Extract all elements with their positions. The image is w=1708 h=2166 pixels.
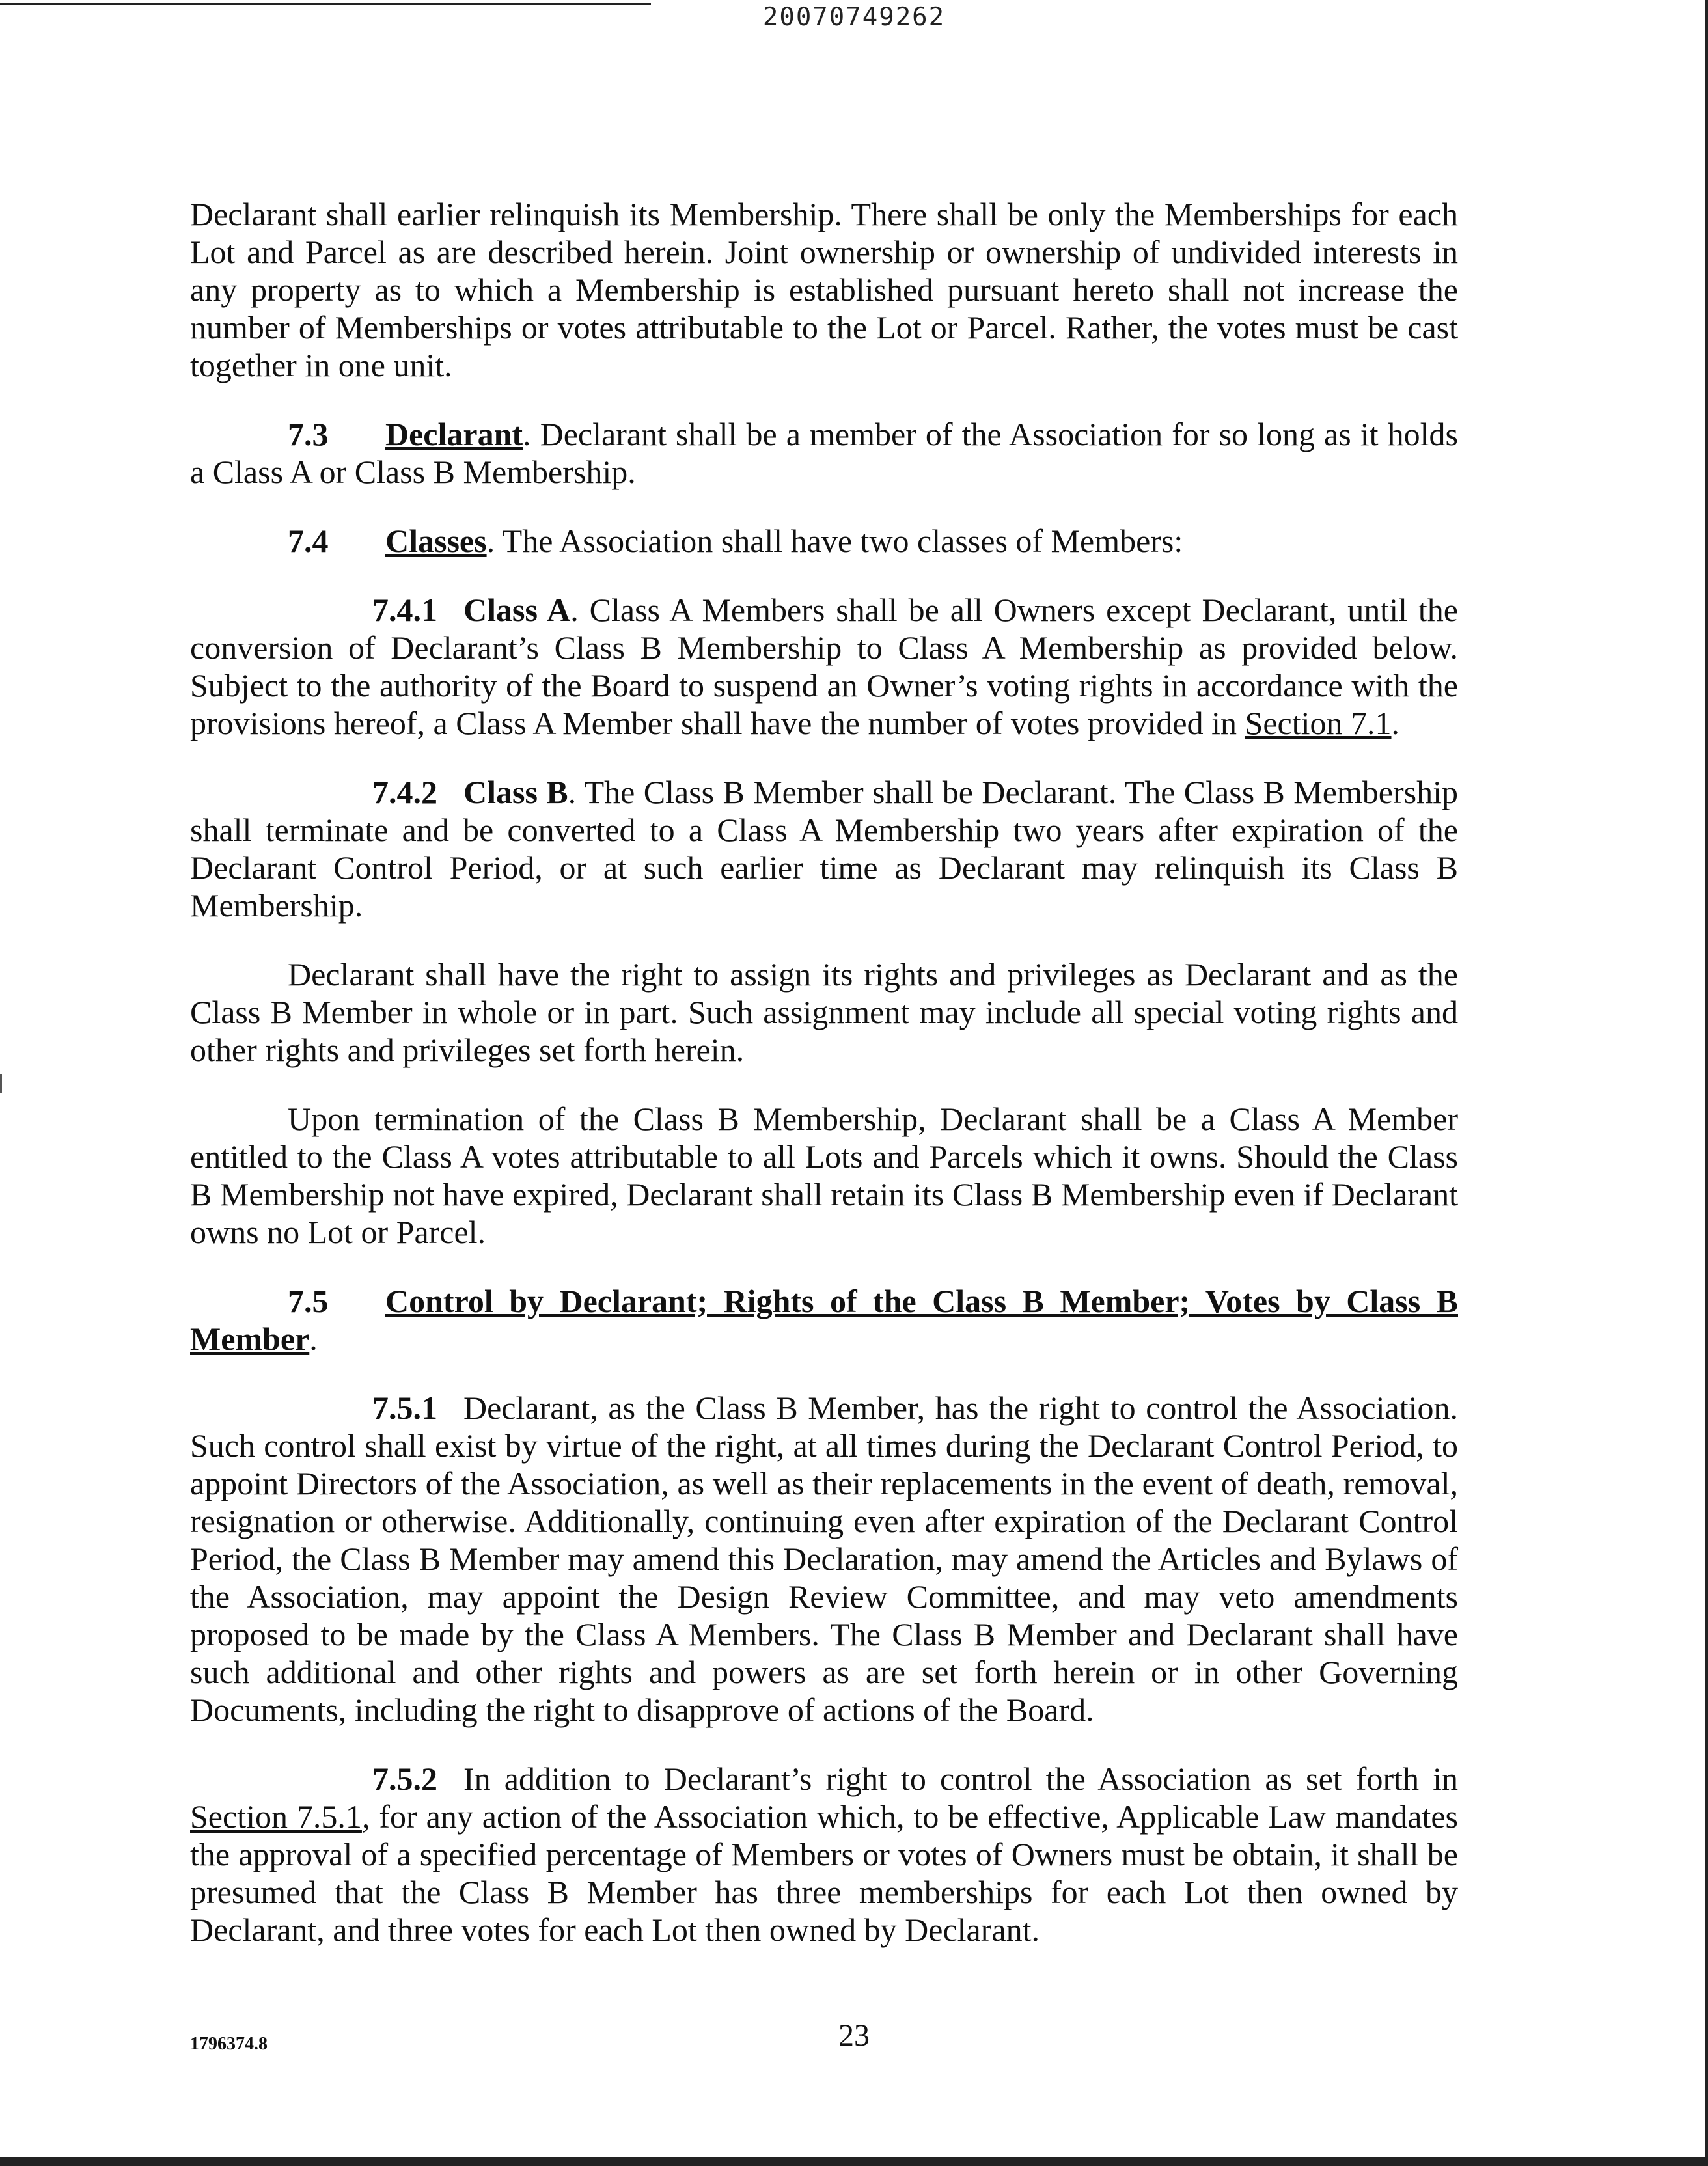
section-text: Declarant, as the Class B Member, has the right to control the Association. Such control shall exist by virtue of the right, at all times during the Declarant Control Period, to appoint Directors of the Association, as well as their replacements in the event of death, removal, resignation or otherwise. Additionally, continuing even after expiration of the Declarant Control Period, the Class B Member may amend this Declaration, may amend the Articles and Bylaws of the Association, may appoint the Design Review Committee, and may veto amendments proposed to be made by the Class A Members. The Class B Member and Declarant shall have such additional and other rights and powers as are set forth herein or in other Governing Documents, including the right to disapprove of actions of the Board. — [190, 1390, 1458, 1728]
termination-paragraph — [190, 1100, 1458, 1251]
document-body — [190, 195, 1458, 1980]
section-cross-reference[interactable]: Section 7.5.1 — [190, 1798, 362, 1835]
section-text: In addition to Declarant’s right to control the Association as set forth in — [463, 1761, 1458, 1797]
paragraph-text: Declarant shall earlier relinquish its Membership. There shall be only the Memberships for each Lot and Parcel as are described herein. Joint ownership or ownership of undivided interests in any property as to which a Membership is established pursuant hereto shall not increase the number of Memberships or votes attributable to the Lot or Parcel. Rather, the votes must be cast together in one unit. — [190, 196, 1458, 383]
section-heading: Declarant — [385, 416, 523, 452]
section-number: 7.5 — [288, 1283, 329, 1319]
section-heading-end: . — [309, 1321, 318, 1357]
section-7-4-2 — [190, 773, 1458, 924]
section-7-5-2 — [190, 1760, 1458, 1949]
section-heading: Class A — [463, 592, 571, 628]
section-text: . Declarant shall be a member of the Association for so long as it holds a Class A or Class B Membership. — [190, 416, 1458, 490]
section-7-3 — [190, 415, 1458, 491]
page-number: 23 — [838, 2018, 870, 2053]
continuation-paragraph — [190, 195, 1458, 384]
section-7-5-1 — [190, 1389, 1458, 1729]
paragraph-text: Upon termination of the Class B Membership, Declarant shall be a Class A Member entitled to the Class A votes attributable to all Lots and Parcels which it owns. Should the Class B Membership not have expired, Declarant shall retain its Class B Membership even if Declarant owns no Lot or Parcel. — [190, 1101, 1458, 1250]
assignment-paragraph — [190, 955, 1458, 1069]
section-heading: Classes — [385, 523, 487, 559]
section-text-end: . — [1391, 705, 1399, 741]
section-number: 7.5.1 — [372, 1390, 437, 1426]
section-number: 7.4.1 — [372, 592, 437, 628]
section-heading: Control by Declarant; Rights of the Class B Member; Votes by Class B Member — [190, 1283, 1458, 1357]
document-id-number: 1796374.8 — [190, 2034, 268, 2054]
section-7-4 — [190, 522, 1458, 560]
bottom-border-rule — [0, 2157, 1708, 2166]
section-cross-reference[interactable]: Section 7.1 — [1245, 705, 1392, 741]
scan-margin-mark — [0, 1074, 2, 1093]
section-text: . The Class B Member shall be Declarant. The Class B Membership shall terminate and be converted to a Class A Membership two years after expiration of the Declarant Control Period, or at such earlier time as Declarant may relinquish its Class B Membership. — [190, 774, 1458, 924]
section-text: . The Association shall have two classes of Members: — [486, 523, 1183, 559]
section-7-5 — [190, 1282, 1458, 1358]
paragraph-text: Declarant shall have the right to assign its rights and privileges as Declarant and as the Class B Member in whole or in part. Such assignment may include all special voting rights and other rights and privileges set forth herein. — [190, 956, 1458, 1068]
section-number: 7.5.2 — [372, 1761, 437, 1797]
section-text: . Class A Members shall be all Owners except Declarant, until the conversion of Declarant’s Class B Membership to Class A Membership as provided below. Subject to the authority of the Board to suspend an Owner’s voting rights in accordance with the provisions hereof, a Class A Member shall have the number of votes provided in — [190, 592, 1459, 741]
section-7-4-1 — [190, 591, 1458, 742]
section-text-end: , for any action of the Association which, to be effective, Applicable Law mandates the approval of a specified percentage of Members or votes of Owners must be obtain, it shall be presumed that the Class B Member has three memberships for each Lot then owned by Declarant, and three votes for each Lot then owned by Declarant. — [190, 1798, 1458, 1948]
section-number: 7.4 — [288, 523, 329, 559]
recording-number: 20070749262 — [762, 3, 946, 32]
right-border-rule — [1705, 0, 1708, 2166]
section-number: 7.4.2 — [372, 774, 437, 810]
section-heading: Class B — [463, 774, 568, 810]
section-number: 7.3 — [288, 416, 329, 452]
